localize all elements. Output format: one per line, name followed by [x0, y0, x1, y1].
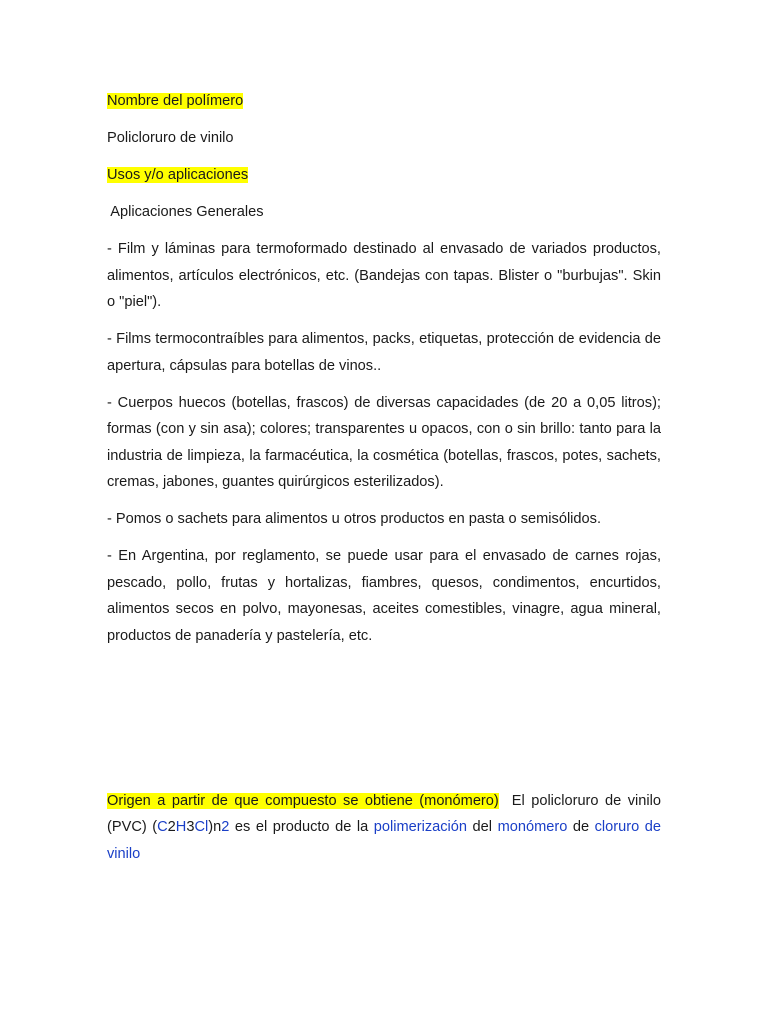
- origin-text-3: es el producto de la: [229, 819, 374, 835]
- subscript-3: 3: [186, 819, 195, 835]
- spacer: [107, 660, 661, 788]
- origin-text-1: El policloruro de vinilo (PVC) (: [107, 792, 666, 835]
- application-item-5: - En Argentina, por reglamento, se puede usar para el envasado de carnes rojas, pescado, pollo, frutas y hortalizas, fiambres, quesos, condimentos, encurtidos, alimentos secos en polvo, mayonesas, aceites comestibles, vinagre, agua mineral, productos de panadería y pastelería, etc.: [107, 548, 661, 644]
- general-applications-label: Aplicaciones Generales: [107, 204, 264, 220]
- link-monomero[interactable]: monómero: [497, 819, 568, 835]
- application-item-1: - Film y láminas para termoformado destinado al envasado de variados productos, alimentos, artículos electrónicos, etc. (Bandejas con tapas. Blister o "burbujas". Skin o "piel").: [107, 241, 661, 310]
- origin-text-4: del: [467, 819, 498, 835]
- link-polimerizacion[interactable]: polimerización: [373, 819, 468, 835]
- highlight-heading-uses: Usos y/o aplicaciones: [107, 167, 249, 183]
- heading-uses: [107, 162, 661, 189]
- origin-paragraph: [107, 788, 666, 868]
- link-cloruro-de-vinilo[interactable]: cloruro de vinilo: [107, 819, 661, 862]
- link-carbon[interactable]: C: [157, 819, 168, 835]
- subscript-2b: 2: [221, 819, 230, 835]
- link-hydrogen[interactable]: H: [175, 819, 187, 835]
- heading-polymer-name: [107, 88, 661, 115]
- document-page: [107, 88, 666, 878]
- origin-text-2: ): [208, 819, 214, 835]
- polymer-name-value: Policloruro de vinilo: [107, 130, 234, 146]
- link-chlorine[interactable]: Cl: [194, 819, 209, 835]
- subscript-n: n: [213, 819, 222, 835]
- subscript-2a: 2: [167, 819, 176, 835]
- application-item-4: - Pomos o sachets para alimentos u otros productos en pasta o semisólidos.: [107, 511, 602, 527]
- highlight-origin-heading: Origen a partir de que compuesto se obtiene (monómero): [107, 792, 499, 809]
- application-item-3: - Cuerpos huecos (botellas, frascos) de diversas capacidades (de 20 a 0,05 litros); formas (con y sin asa); colores; transparentes u opacos, con o sin brillo: tanto para la industria de limpieza, la farmacéutica, la cosmética (botellas, frascos, potes, sachets, cremas, jabones, guantes quirúrgicos esterilizados).: [107, 394, 661, 490]
- application-item-2: - Films termocontraíbles para alimentos, packs, etiquetas, protección de evidencia de apertura, cápsulas para botellas de vinos..: [107, 331, 661, 374]
- origin-text-5: de: [567, 819, 595, 835]
- highlight-heading-name: Nombre del polímero: [107, 93, 244, 109]
